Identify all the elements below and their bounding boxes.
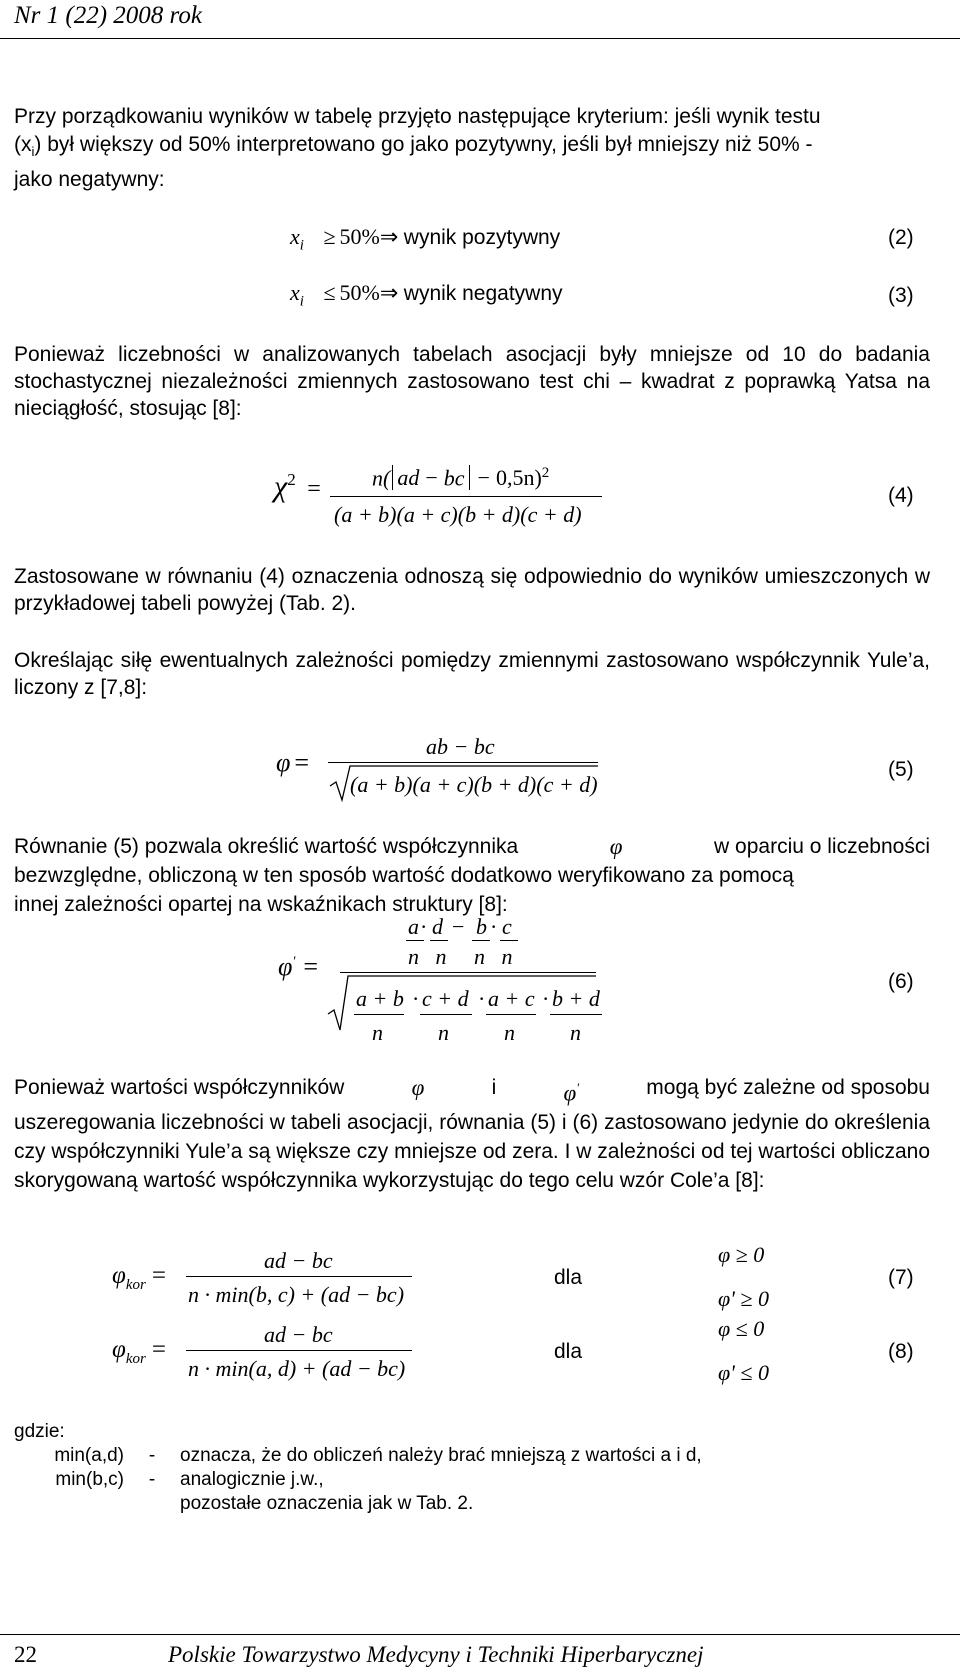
equation-2: $x_i$ ≥ 50%⇒ wynik pozytywny (290, 224, 561, 254)
equation-6-top-b: b (476, 914, 487, 939)
equation-7-fraction-bar (186, 1276, 412, 1277)
p6-line-c: uszeregowania liczebności w tabeli asocjacji, równania (5) i (6) zastosowano jedynie do określenia czy współczynniki Yule’a są większe czy mniejsze od zera. I w zależności od tej wartości obliczano skorygowaną wartość współczynnika wykorzystując do tego celu wzór Cole’a [8]: (14, 1110, 930, 1192)
equation-4-lhs: $\chi^2$ = (274, 470, 321, 503)
equation-7-condition-1: φ ≥ 0 (718, 1242, 765, 1267)
equation-8-denominator: n · min(a, d) + (ad − bc) (188, 1356, 406, 1381)
p5-line-d: innej zależności opartej na wskaźnikach struktury [8]: (14, 893, 508, 916)
equation-6-d2: c + d (422, 986, 469, 1011)
equation-5-numerator: ab − bc (426, 734, 495, 759)
legend (14, 1420, 702, 1516)
legend-title: gdzie: (14, 1421, 65, 1442)
equation-number-5: (5) (888, 758, 914, 781)
equation-4-numerator: n( ad − bc − 0,5n)$^2$ (372, 465, 550, 491)
paragraph-yule: Określając siłę ewentualnych zależności pomiędzy zmiennymi zastosowano współczynnik Yule’a, liczony z [7,8]: (14, 649, 930, 699)
equation-6-d4: b + d (552, 986, 600, 1011)
equation-6-fraction-bar (340, 972, 596, 973)
equation-number-3: (3) (888, 284, 914, 307)
paragraph-notation: Zastosowane w równaniu (4) oznaczenia odnoszą się odpowiednio do wyników umieszczonych w przykładowej tabeli powyżej (Tab. 2). (14, 565, 930, 615)
equation-5-fraction-bar (328, 762, 598, 763)
equation-6-top-c: c (502, 914, 512, 939)
equation-7-lhs: $\varphi_{kor}$ = (112, 1262, 166, 1293)
equation-6-top-a: a (408, 914, 419, 939)
legend-row: min(b,c) - analogicznie j.w., (55, 1469, 324, 1490)
equation-5-denominator: (a + b)(a + c)(b + d)(c + d) (350, 772, 598, 797)
legend-row: pozostałe oznaczenia jak w Tab. 2. (180, 1493, 474, 1514)
equation-number-8: (8) (888, 1340, 914, 1363)
equation-7-condition-2: φ' ≥ 0 (718, 1286, 769, 1311)
footer-rule (0, 1634, 960, 1635)
equation-6-d3: a + c (488, 986, 535, 1011)
equation-8-fraction-bar (186, 1350, 412, 1351)
journal-name: Polskie Towarzystwo Medycyny i Techniki Hiperbarycznej (168, 1642, 704, 1667)
equation-6-d1: a + b (356, 986, 404, 1011)
paragraph-phi (14, 832, 930, 919)
equation-8-numerator: ad − bc (264, 1322, 333, 1347)
paragraph-chi-test: Ponieważ liczebności w analizowanych tabelach asocjacji były mniejsze od 10 do badania stochastycznej niezależności zmiennych zastosowano test chi – kwadrat z poprawką Yatsa na nieciągłość, stosując [8]: (14, 343, 930, 420)
equation-4-denominator: (a + b)(a + c)(b + d)(c + d) (334, 502, 582, 527)
equation-number-4: (4) (888, 484, 914, 507)
equation-8-lhs: $\varphi_{kor}$ = (112, 1336, 166, 1367)
equation-5-lhs: φ = (276, 748, 310, 777)
equation-6-top-d: d (432, 914, 443, 939)
paragraph-cole (14, 1073, 930, 1195)
page-number: 22 (14, 1642, 37, 1667)
p6-line-a: Ponieważ wartości współczynników φ i φ' mogą być zależne od sposobu (14, 1075, 930, 1106)
p1-line-c: jako negatywny: (14, 168, 165, 192)
equation-7-dla: dla (554, 1266, 583, 1289)
paragraph-criterion (14, 103, 930, 194)
equation-7-denominator: n · min(b, c) + (ad − bc) (188, 1282, 405, 1307)
equation-number-6: (6) (888, 970, 914, 993)
equation-6-lhs: φ' = (278, 952, 319, 981)
equation-8-condition-2: φ' ≤ 0 (718, 1360, 769, 1385)
equation-6-bottom-n: n (372, 1020, 383, 1045)
p5-line-a: Równanie (5) pozwala określić wartość współczynnika φ w oparciu o liczebności (14, 834, 930, 859)
equation-number-2: (2) (888, 226, 914, 249)
header-rule (0, 38, 960, 39)
p5-line-c: bezwzględne, obliczoną w ten sposób wartość dodatkowo weryfikowano za pomocą (14, 864, 794, 887)
equation-6-top-n: n n n n (408, 944, 513, 969)
equation-4-fraction-bar (330, 496, 602, 497)
p1-line-b: $(x_i)$ był większy od 50% interpretowano go jako pozytywny, jeśli był mniejszy niż 50% - (14, 133, 813, 160)
equation-8-dla: dla (554, 1340, 583, 1363)
equation-7-numerator: ad − bc (264, 1248, 333, 1273)
equation-8-condition-1: φ ≤ 0 (718, 1316, 765, 1341)
p1-line-a: Przy porządkowaniu wyników w tabelę przyjęto następujące kryterium: jeśli wynik testu (14, 105, 821, 128)
legend-row: min(a,d) - oznacza, że do obliczeń należy brać mniejszą z wartości a i d, (54, 1445, 702, 1466)
running-header: Nr 1 (22) 2008 rok (14, 2, 202, 29)
equation-number-7: (7) (888, 1266, 914, 1289)
equation-3: $x_i$ ≤ 50%⇒ wynik negatywny (290, 280, 563, 310)
